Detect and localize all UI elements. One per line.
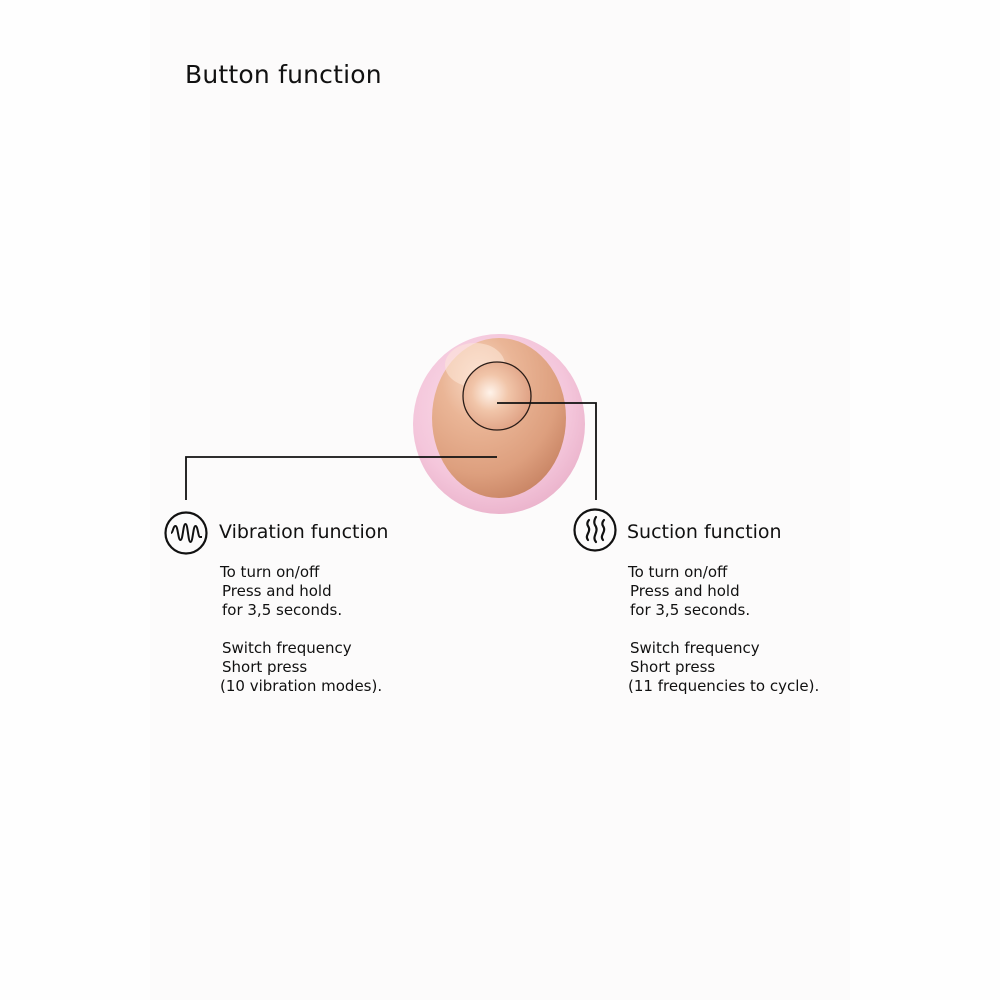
- vibration-on-off-line2: for 3,5 seconds.: [222, 601, 343, 619]
- vibration-freq-line2: (10 vibration modes).: [220, 677, 383, 695]
- vibration-on-off-line1: Press and hold: [222, 582, 332, 600]
- suction-freq-line1: Short press: [630, 658, 716, 676]
- vibration-wave-icon: [163, 510, 209, 556]
- suction-instructions: [628, 563, 819, 696]
- suction-on-off-label: To turn on/off: [628, 563, 728, 581]
- page-title: Button function: [185, 60, 382, 89]
- suction-on-off-line2: for 3,5 seconds.: [630, 601, 751, 619]
- device-button: [463, 362, 531, 430]
- suction-freq-line2: (11 frequencies to cycle).: [628, 677, 820, 695]
- suction-freq-label: Switch frequency: [630, 639, 760, 657]
- vibration-on-off-label: To turn on/off: [220, 563, 320, 581]
- vibration-freq-label: Switch frequency: [222, 639, 352, 657]
- vibration-heading: Vibration function: [219, 521, 389, 543]
- vibration-instructions: [220, 563, 382, 696]
- suction-heading: Suction function: [627, 521, 782, 543]
- suction-flame-icon: [572, 507, 618, 553]
- vibration-freq-line1: Short press: [222, 658, 308, 676]
- suction-on-off-line1: Press and hold: [630, 582, 740, 600]
